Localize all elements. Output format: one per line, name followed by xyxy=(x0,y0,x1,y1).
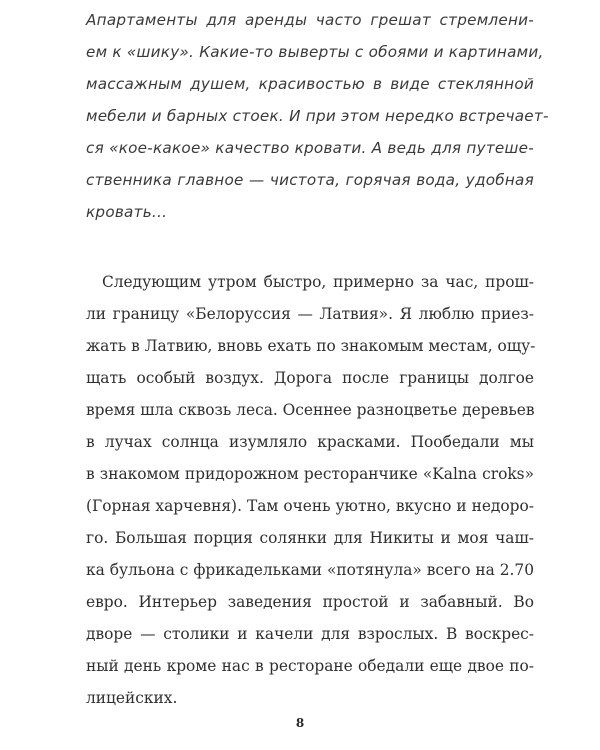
body-paragraph-line: жать в Латвию, вновь ехать по знакомым местам, ощу- xyxy=(86,337,536,355)
body-paragraph-line: щать особый воздух. Дорога после границы долгое xyxy=(86,369,534,387)
italic-paragraph-line: Апартаменты для аренды часто грешат стремлени- xyxy=(86,11,534,29)
body-paragraph-line: время шла сквозь леса. Осеннее разноцветье деревьев xyxy=(86,401,535,419)
italic-paragraph-line: ем к «шику». Какие-то выверты с обоями и картинами, xyxy=(86,43,544,61)
body-paragraph-line: Следующим утром быстро, примерно за час, прош- xyxy=(102,273,534,291)
italic-paragraph-line: ся «кое-какое» качество кровати. А ведь для путеше- xyxy=(86,139,534,157)
body-paragraph-line: лицейских. xyxy=(86,689,178,707)
body-paragraph-line: (Горная харчевня). Там очень уютно, вкусно и недоро- xyxy=(86,497,534,515)
body-paragraph-line: ный день кроме нас в ресторане обедали еще двое по- xyxy=(86,657,534,675)
italic-paragraph-line: ственника главное — чистота, горячая вода, удобная xyxy=(86,171,534,189)
body-paragraph-line: дворе — столики и качели для взрослых. В воскрес- xyxy=(86,625,534,643)
page-number: 8 xyxy=(295,716,305,730)
body-paragraph-line: в лучах солнца изумляло красками. Пообедали мы xyxy=(86,433,534,451)
italic-paragraph-line: массажным душем, красивостью в виде стеклянной xyxy=(86,75,534,93)
italic-paragraph-line: мебели и барных стоек. И при этом нередко встречает- xyxy=(86,107,549,125)
body-paragraph-line: ли границу «Белоруссия — Латвия». Я люблю приез- xyxy=(86,305,534,323)
body-paragraph-line: в знакомом придорожном ресторанчике «Kalna croks» xyxy=(86,465,534,483)
italic-paragraph-line: кровать... xyxy=(86,203,168,221)
body-paragraph-line: ка бульона с фрикадельками «потянула» всего на 2.70 xyxy=(86,561,534,579)
body-paragraph-line: го. Большая порция солянки для Никиты и моя чаш- xyxy=(86,529,534,547)
body-paragraph-line: евро. Интерьер заведения простой и забавный. Во xyxy=(86,593,534,611)
